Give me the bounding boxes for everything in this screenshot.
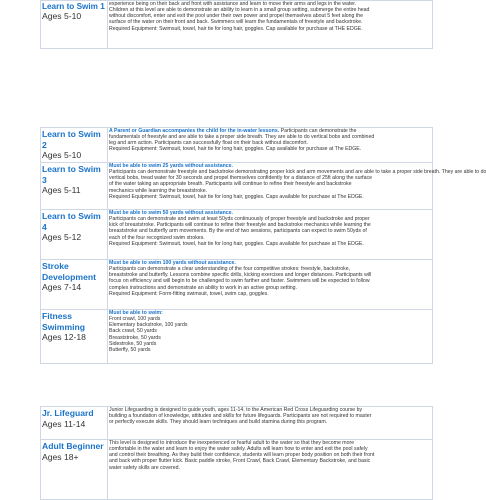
program-row: [41, 310, 433, 364]
program-table-learn-to-swim: [40, 127, 486, 364]
program-description-cell: [108, 407, 433, 440]
program-name-cell: [41, 440, 108, 500]
program-description-cell: [108, 1, 433, 49]
requirement-highlight: Must be able to swim:: [109, 310, 163, 316]
program-name-cell: [41, 210, 108, 260]
description-line: without discomfort, enter and exit the pool under their own power and propel themselves about 5 feet along the: [109, 13, 364, 20]
program-name-link[interactable]: Adult Beginner: [42, 441, 104, 451]
description-line: building a foundation of knowledge, attitudes and skills for future lifeguards. Participants are not required to master: [109, 413, 372, 420]
description-line: Participants can demonstrate a clear understanding of the four competitive strokes: freestyle, backstroke,: [109, 266, 351, 273]
description-line: Required Equipment: Swimsuit, towel, hair tie for long hair, goggles. Caps available for purchase at The EDGE.: [109, 240, 364, 247]
description-line: Elementary backstroke, 100 yards: [109, 322, 188, 329]
description-line: Required Equipment: Swimsuit, towel, hair tie for long hair, goggles. Cap available for purchase at The EDGE.: [109, 146, 362, 153]
description-line: Junior Lifeguarding is designed to guide youth, ages 11-14, to the American Red Cross Lifeguarding course by: [109, 407, 363, 413]
program-description-cell: [108, 310, 433, 364]
description-line: breaststroke and butterfly arm movements. By the end of two sessions, participants can expect to swim 50yds of: [109, 228, 367, 235]
program-description-cell: [108, 210, 433, 260]
description-line: Required Equipment: Swimsuit, towel, hair tie for long hair, goggles. Cap available for purchase at THE EDGE.: [109, 25, 363, 32]
program-name-cell: [41, 407, 108, 440]
description-line: focus on efficiency and will begin to be challenged to swim farther and faster. Swimmers will be expected to follow: [109, 278, 370, 285]
description-line: Participants can demonstrate freestyle and backstroke demonstrating proper kick and arm movements and are able to take a proper side breath. They are able to do: [109, 169, 486, 176]
description-line: Back crawl, 50 yards: [109, 328, 157, 335]
program-ages: Ages 5-10: [42, 11, 82, 21]
program-name-link[interactable]: Learn to Swim 3: [42, 164, 101, 185]
program-name-cell: [41, 163, 108, 210]
program-ages: Ages 5-10: [42, 150, 82, 160]
program-row: [41, 210, 433, 260]
requirement-highlight: Must be able to swim 100 yards without assistance.: [109, 260, 236, 266]
description-line: leg and arm action. Participants can successfully float on their back without discomfort.: [109, 140, 308, 147]
description-line: surface of the water on their front and back. Swimmers will learn the fundamentals of freestyle and backstroke.: [109, 19, 363, 26]
program-name-link[interactable]: Learn to Swim 4: [42, 211, 101, 232]
program-ages: Ages 11-14: [42, 418, 86, 429]
description-line: Butterfly, 50 yards: [109, 346, 151, 353]
description-line: and control their breathing. As they build their confidence, students will learn proper body position on both their front: [109, 452, 375, 459]
description-text: Participants can demonstrate the: [279, 128, 357, 134]
description-line: experience being on their back and front with assistance and learn to move their arms and legs in the water.: [109, 1, 357, 7]
description-line: Participants can demonstrate and swim at least 50yds continuously of proper freestyle and backstroke and proper: [109, 216, 370, 223]
program-name-cell: [41, 1, 108, 49]
program-row: [41, 1, 433, 49]
description-line: comfortable in the water and learn to enjoy the water safely. Adults will learn how to enter and exit the pool safely: [109, 446, 368, 453]
program-description-cell: [108, 260, 433, 310]
program-name-cell: [41, 310, 108, 364]
program-name-link[interactable]: Stroke Development: [42, 261, 96, 282]
program-row: [41, 440, 433, 500]
program-name-cell: [41, 260, 108, 310]
description-line: Breaststroke, 50 yards: [109, 334, 161, 341]
requirement-highlight: A Parent or Guardian accompanies the child for the in-water lessons.: [109, 128, 280, 134]
description-line: and back with proper flutter kick. Basic paddle stroke, Front Crawl, Back Crawl, Elementary Backstroke, and basic: [109, 458, 371, 465]
program-description-cell: [108, 163, 486, 210]
section-spacer: [40, 49, 428, 127]
program-name-link[interactable]: Fitness Swimming: [42, 311, 85, 332]
requirement-highlight: Must be able to swim 50 yards without assistance.: [109, 210, 233, 216]
program-row: [41, 260, 433, 310]
program-row: [41, 407, 433, 440]
program-table-top: [40, 0, 433, 49]
requirement-highlight: Must be able to swim 25 yards without assistance.: [109, 163, 233, 169]
program-ages: Ages 7-14: [42, 282, 82, 292]
description-line: Required Equipment: Swimsuit, towel, hair tie for long hair, goggles. Caps available for purchase at The EDGE.: [109, 193, 364, 200]
program-description-cell: [108, 128, 433, 163]
description-line: each of the four recognized swim strokes.: [109, 234, 205, 241]
description-line: Sidestroke, 50 yards: [109, 340, 157, 347]
program-name-link[interactable]: Jr. Lifeguard: [42, 408, 94, 418]
description-line: water safety skills are covered.: [109, 464, 180, 471]
description-line: of the water taking an appropriate breath. Participants will continue to refine their freestyle and backstroke: [109, 181, 352, 188]
program-sheet: [40, 0, 486, 500]
program-table-advanced: [40, 406, 433, 500]
description-line: or perfectly execute skills. They should learn techniques and build stamina during this program.: [109, 419, 328, 426]
program-ages: Ages 18+: [42, 451, 79, 462]
description-line: This level is designed to introduce the inexperienced or fearful adult to the water so that they become more: [109, 440, 355, 446]
description-line: vertical bobs, tread water for 30 seconds and propel themselves confidently for a distance of 25ft along the surface: [109, 175, 372, 182]
program-name-link[interactable]: Learn to Swim 1: [42, 2, 105, 11]
program-row: [41, 128, 433, 163]
program-ages: Ages 5-11: [42, 185, 81, 195]
description-line: mechanics while learning the breaststroke.: [109, 187, 208, 194]
program-ages: Ages 12-18: [42, 332, 86, 342]
section-spacer: [40, 364, 428, 406]
description-line: complex instructions and demonstrate an ability to work in an active group setting.: [109, 284, 298, 291]
description-line: kick of breaststroke. Participants will continue to refine their freestyle and backstroke mechanics while learning the: [109, 222, 371, 229]
description-line: Required Equipment: Form-fitting swimsuit, towel, swim cap, goggles.: [109, 290, 269, 297]
program-description-cell: [108, 440, 433, 500]
program-ages: Ages 5-12: [42, 232, 82, 242]
program-name-cell: [41, 128, 108, 163]
description-line: Front crawl, 100 yards: [109, 316, 161, 323]
program-row: [41, 163, 433, 210]
description-line: Children at this level are able to demonstrate an ability to learn in a small group setting, submerge the entire head: [109, 7, 370, 14]
description-line: fundamentals of freestyle and are able to take a proper side breath. They are able to do vertical bobs and combined: [109, 134, 375, 141]
description-line: breaststroke and butterfly. Lessons combine specific drills, kicking exercises and longer distances. Participants will: [109, 272, 372, 279]
program-name-link[interactable]: Learn to Swim 2: [42, 129, 101, 150]
